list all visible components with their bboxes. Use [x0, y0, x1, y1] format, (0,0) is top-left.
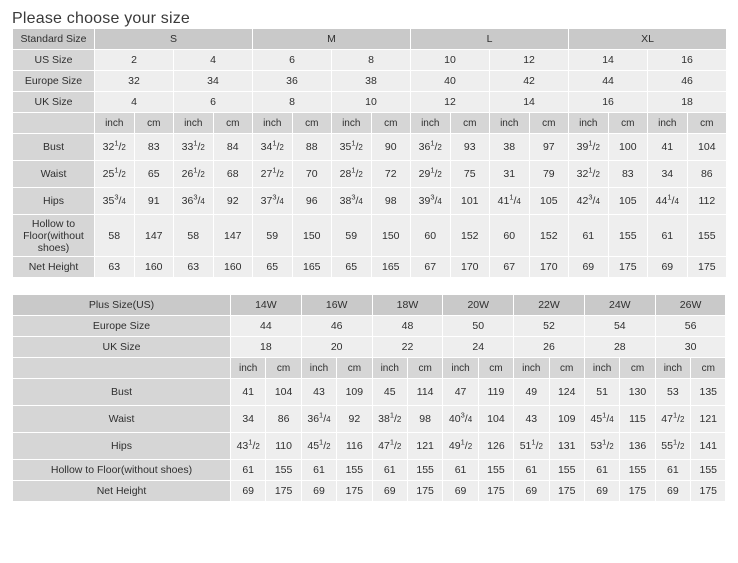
cell: 69 [231, 481, 266, 502]
cell: $37^3/4$ [253, 188, 293, 215]
cell: 48 [372, 316, 443, 337]
cell: 175 [549, 481, 584, 502]
cell: 98 [407, 406, 442, 433]
table-row-us-size [13, 50, 727, 71]
cell: 2 [95, 50, 174, 71]
cell: 92 [213, 188, 253, 215]
cell: 69 [655, 481, 690, 502]
unit-cell: cm [608, 113, 648, 134]
cell: 150 [292, 215, 332, 257]
cell: 110 [266, 433, 301, 460]
cell: 44 [231, 316, 302, 337]
cell: $32^1/2$ [95, 134, 135, 161]
cell: 51 [584, 379, 619, 406]
unit-cell: inch [372, 358, 407, 379]
cell: 50 [443, 316, 514, 337]
row-label-hips: Hips [13, 188, 95, 215]
group-s: S [95, 29, 253, 50]
row-label-uk-size: UK Size [13, 92, 95, 113]
cell: $33^1/2$ [174, 134, 214, 161]
row-label-standard-size: Standard Size [13, 29, 95, 50]
cell: 32 [95, 71, 174, 92]
row-label-hollow-to-floor: Hollow to Floor(without shoes) [13, 215, 95, 257]
unit-cell: cm [213, 113, 253, 134]
standard-size-table-wrap [0, 28, 738, 278]
cell: 116 [337, 433, 372, 460]
cell: $36^1/4$ [301, 406, 336, 433]
cell: 86 [266, 406, 301, 433]
cell: $35^1/2$ [332, 134, 372, 161]
unit-cell: cm [134, 113, 174, 134]
cell: 59 [332, 215, 372, 257]
cell: 155 [691, 460, 726, 481]
cell: 47 [443, 379, 478, 406]
cell: 61 [301, 460, 336, 481]
cell: $47^1/2$ [655, 406, 690, 433]
cell: 72 [371, 161, 411, 188]
cell: 43 [301, 379, 336, 406]
cell: 147 [213, 215, 253, 257]
cell: 34 [648, 161, 688, 188]
cell: 65 [134, 161, 174, 188]
unit-cell: inch [443, 358, 478, 379]
cell: 119 [478, 379, 513, 406]
unit-cell: cm [691, 358, 726, 379]
cell: $36^3/4$ [174, 188, 214, 215]
cell: 105 [608, 188, 648, 215]
cell: 84 [213, 134, 253, 161]
cell: 58 [95, 215, 135, 257]
cell: $35^3/4$ [95, 188, 135, 215]
cell: 155 [478, 460, 513, 481]
cell: 14 [569, 50, 648, 71]
unit-cell: inch [253, 113, 293, 134]
cell: 104 [266, 379, 301, 406]
cell: 175 [608, 257, 648, 278]
cell: 131 [549, 433, 584, 460]
unit-cell: cm [407, 358, 442, 379]
cell: 34 [231, 406, 266, 433]
cell: 155 [620, 460, 655, 481]
unit-cell: cm [620, 358, 655, 379]
cell: 20 [301, 337, 372, 358]
cell: 155 [608, 215, 648, 257]
table-row-waist-plus [13, 406, 726, 433]
cell: 4 [174, 50, 253, 71]
unit-cell: cm [478, 358, 513, 379]
cell: 150 [371, 215, 411, 257]
cell: 175 [337, 481, 372, 502]
cell: 61 [569, 215, 609, 257]
unit-cell: inch [301, 358, 336, 379]
cell: 34 [174, 71, 253, 92]
cell: $34^1/2$ [253, 134, 293, 161]
cell: 61 [443, 460, 478, 481]
cell: 14 [490, 92, 569, 113]
cell: 69 [301, 481, 336, 502]
cell: 20W [443, 295, 514, 316]
unit-cell: inch [655, 358, 690, 379]
cell: 112 [687, 188, 727, 215]
table-row-plus-size [13, 295, 726, 316]
cell: 92 [337, 406, 372, 433]
cell: 130 [620, 379, 655, 406]
cell: 69 [443, 481, 478, 502]
table-row-net-height [13, 257, 727, 278]
row-label-net-height: Net Height [13, 481, 231, 502]
cell: $25^1/2$ [95, 161, 135, 188]
group-xl: XL [569, 29, 727, 50]
plus-size-table-wrap [0, 294, 738, 502]
cell: $51^1/2$ [514, 433, 549, 460]
cell: 45 [372, 379, 407, 406]
cell: 124 [549, 379, 584, 406]
cell: 28 [584, 337, 655, 358]
cell: $29^1/2$ [411, 161, 451, 188]
cell: 41 [231, 379, 266, 406]
cell: 136 [620, 433, 655, 460]
cell: 69 [648, 257, 688, 278]
row-label-bust: Bust [13, 134, 95, 161]
cell: 61 [655, 460, 690, 481]
unit-cell: cm [371, 113, 411, 134]
cell: 91 [134, 188, 174, 215]
row-label-net-height: Net Height [13, 257, 95, 278]
cell: 175 [407, 481, 442, 502]
cell: 22 [372, 337, 443, 358]
unit-cell: inch [648, 113, 688, 134]
cell: $49^1/2$ [443, 433, 478, 460]
unit-cell: cm [687, 113, 727, 134]
row-label-units [13, 358, 231, 379]
cell: 86 [687, 161, 727, 188]
cell: 160 [213, 257, 253, 278]
cell: 88 [292, 134, 332, 161]
cell: 65 [253, 257, 293, 278]
cell: 24W [584, 295, 655, 316]
cell: 97 [529, 134, 569, 161]
unit-cell: inch [411, 113, 451, 134]
cell: $47^1/2$ [372, 433, 407, 460]
cell: $53^1/2$ [584, 433, 619, 460]
cell: 56 [655, 316, 726, 337]
cell: $42^3/4$ [569, 188, 609, 215]
page-title: Please choose your size [12, 10, 191, 27]
cell: 6 [253, 50, 332, 71]
cell: $45^1/4$ [584, 406, 619, 433]
cell: $38^3/4$ [332, 188, 372, 215]
cell: 61 [648, 215, 688, 257]
cell: 46 [648, 71, 727, 92]
row-label-waist: Waist [13, 161, 95, 188]
standard-size-table [12, 28, 727, 278]
cell: 52 [514, 316, 585, 337]
cell: 155 [266, 460, 301, 481]
table-row-europe-size-plus [13, 316, 726, 337]
cell: 69 [569, 257, 609, 278]
cell: 79 [529, 161, 569, 188]
cell: 141 [691, 433, 726, 460]
cell: 6 [174, 92, 253, 113]
group-m: M [253, 29, 411, 50]
table-row-hollow-to-floor-plus [13, 460, 726, 481]
cell: $27^1/2$ [253, 161, 293, 188]
unit-cell: inch [332, 113, 372, 134]
table-row-bust [13, 134, 727, 161]
cell: 26 [514, 337, 585, 358]
cell: 22W [514, 295, 585, 316]
cell: 90 [371, 134, 411, 161]
unit-cell: cm [549, 358, 584, 379]
unit-cell: cm [337, 358, 372, 379]
cell: $55^1/2$ [655, 433, 690, 460]
cell: 12 [490, 50, 569, 71]
plus-size-table [12, 294, 726, 502]
cell: 12 [411, 92, 490, 113]
cell: 104 [687, 134, 727, 161]
cell: $41^1/4$ [490, 188, 530, 215]
cell: 175 [620, 481, 655, 502]
cell: $44^1/4$ [648, 188, 688, 215]
cell: 67 [411, 257, 451, 278]
cell: $43^1/2$ [231, 433, 266, 460]
table-row-europe-size [13, 71, 727, 92]
table-row-units-plus [13, 358, 726, 379]
cell: 105 [529, 188, 569, 215]
table-row-hollow-to-floor [13, 215, 727, 257]
cell: 10 [332, 92, 411, 113]
cell: 170 [529, 257, 569, 278]
cell: $45^1/2$ [301, 433, 336, 460]
cell: 30 [655, 337, 726, 358]
table-row-hips [13, 188, 727, 215]
cell: 16 [569, 92, 648, 113]
cell: 93 [450, 134, 490, 161]
cell: 98 [371, 188, 411, 215]
unit-cell: cm [266, 358, 301, 379]
cell: 40 [411, 71, 490, 92]
table-row-uk-size [13, 92, 727, 113]
cell: 31 [490, 161, 530, 188]
cell: 41 [648, 134, 688, 161]
cell: 46 [301, 316, 372, 337]
cell: 83 [134, 134, 174, 161]
cell: 61 [514, 460, 549, 481]
cell: 8 [253, 92, 332, 113]
cell: 10 [411, 50, 490, 71]
row-label-hollow-to-floor: Hollow to Floor(without shoes) [13, 460, 231, 481]
cell: 63 [174, 257, 214, 278]
cell: 49 [514, 379, 549, 406]
row-label-us-size: US Size [13, 50, 95, 71]
unit-cell: inch [174, 113, 214, 134]
cell: 170 [450, 257, 490, 278]
cell: $36^1/2$ [411, 134, 451, 161]
cell: 59 [253, 215, 293, 257]
cell: 8 [332, 50, 411, 71]
cell: 4 [95, 92, 174, 113]
cell: 175 [266, 481, 301, 502]
cell: 175 [478, 481, 513, 502]
cell: 104 [478, 406, 513, 433]
cell: 36 [253, 71, 332, 92]
cell: $26^1/2$ [174, 161, 214, 188]
cell: $40^3/4$ [443, 406, 478, 433]
row-label-units [13, 113, 95, 134]
cell: $28^1/2$ [332, 161, 372, 188]
cell: 42 [490, 71, 569, 92]
table-row-bust-plus [13, 379, 726, 406]
cell: 65 [332, 257, 372, 278]
row-label-bust: Bust [13, 379, 231, 406]
table-row-net-height-plus [13, 481, 726, 502]
row-label-hips: Hips [13, 433, 231, 460]
cell: 60 [411, 215, 451, 257]
cell: 18 [648, 92, 727, 113]
unit-cell: inch [490, 113, 530, 134]
cell: 135 [691, 379, 726, 406]
cell: 109 [337, 379, 372, 406]
unit-cell: inch [569, 113, 609, 134]
unit-cell: cm [529, 113, 569, 134]
cell: 69 [514, 481, 549, 502]
cell: 70 [292, 161, 332, 188]
cell: 26W [655, 295, 726, 316]
cell: 44 [569, 71, 648, 92]
cell: 61 [372, 460, 407, 481]
cell: 121 [691, 406, 726, 433]
cell: 43 [514, 406, 549, 433]
unit-cell: inch [95, 113, 135, 134]
cell: 61 [231, 460, 266, 481]
cell: 24 [443, 337, 514, 358]
row-label-plus-size: Plus Size(US) [13, 295, 231, 316]
cell: 69 [584, 481, 619, 502]
unit-cell: inch [231, 358, 266, 379]
unit-cell: inch [584, 358, 619, 379]
cell: 69 [372, 481, 407, 502]
cell: 67 [490, 257, 530, 278]
row-label-europe-size: Europe Size [13, 316, 231, 337]
row-label-uk-size: UK Size [13, 337, 231, 358]
cell: 155 [407, 460, 442, 481]
row-label-waist: Waist [13, 406, 231, 433]
cell: 101 [450, 188, 490, 215]
cell: 63 [95, 257, 135, 278]
table-row-uk-size-plus [13, 337, 726, 358]
cell: 16 [648, 50, 727, 71]
cell: 38 [332, 71, 411, 92]
cell: 155 [549, 460, 584, 481]
cell: 14W [231, 295, 302, 316]
cell: $39^3/4$ [411, 188, 451, 215]
cell: 96 [292, 188, 332, 215]
cell: 175 [687, 257, 727, 278]
cell: 126 [478, 433, 513, 460]
cell: 155 [337, 460, 372, 481]
cell: 60 [490, 215, 530, 257]
cell: $38^1/2$ [372, 406, 407, 433]
cell: 155 [687, 215, 727, 257]
cell: 115 [620, 406, 655, 433]
cell: $32^1/2$ [569, 161, 609, 188]
cell: 165 [292, 257, 332, 278]
cell: 147 [134, 215, 174, 257]
table-row-standard-size [13, 29, 727, 50]
cell: 68 [213, 161, 253, 188]
cell: 83 [608, 161, 648, 188]
cell: 16W [301, 295, 372, 316]
cell: 18 [231, 337, 302, 358]
cell: $39^1/2$ [569, 134, 609, 161]
cell: 18W [372, 295, 443, 316]
cell: 109 [549, 406, 584, 433]
cell: 114 [407, 379, 442, 406]
unit-cell: cm [292, 113, 332, 134]
table-row-waist [13, 161, 727, 188]
cell: 175 [691, 481, 726, 502]
table-row-hips-plus [13, 433, 726, 460]
unit-cell: cm [450, 113, 490, 134]
cell: 38 [490, 134, 530, 161]
cell: 152 [529, 215, 569, 257]
cell: 53 [655, 379, 690, 406]
cell: 165 [371, 257, 411, 278]
cell: 75 [450, 161, 490, 188]
table-row-units [13, 113, 727, 134]
cell: 61 [584, 460, 619, 481]
cell: 160 [134, 257, 174, 278]
unit-cell: inch [514, 358, 549, 379]
cell: 121 [407, 433, 442, 460]
row-label-europe-size: Europe Size [13, 71, 95, 92]
cell: 100 [608, 134, 648, 161]
cell: 152 [450, 215, 490, 257]
group-l: L [411, 29, 569, 50]
cell: 54 [584, 316, 655, 337]
table-divider [0, 278, 738, 294]
cell: 58 [174, 215, 214, 257]
